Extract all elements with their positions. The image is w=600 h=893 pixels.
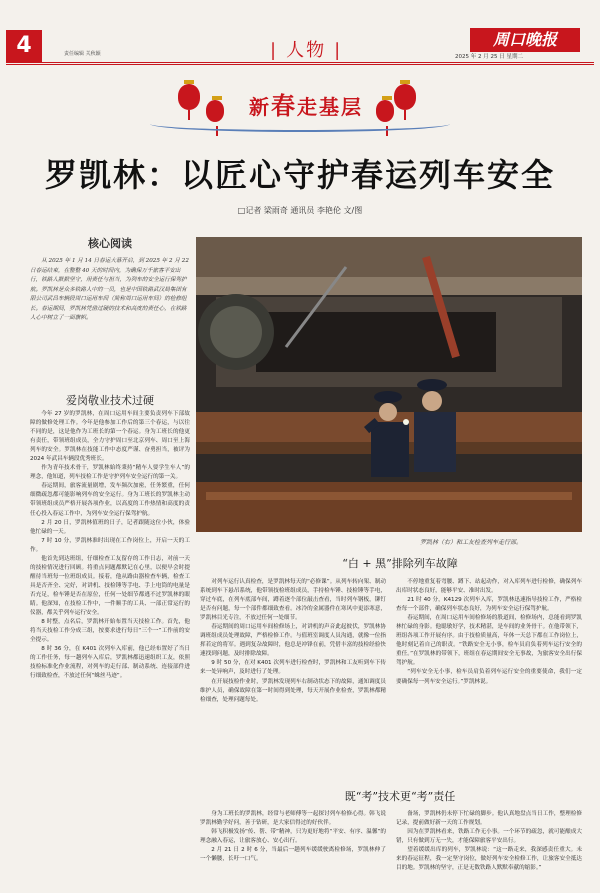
article-photo [196, 237, 582, 532]
paragraph: 8 时整，点名后，罗凯林开始布置当天技检工作。首先，他将当天技检工作分成三组，按要求进行每日“三个一”工作前的安全提示。 [30, 619, 190, 644]
paragraph: 因为在罗凯林看来，铁路工作无小事。一个环节的疏忽，就可能酿成大错，只有做到万无一失，才能保障旅客平安出行。 [396, 829, 582, 845]
paragraph: “列车安全无小事，检车员肩负着列车运行安全的重要使命，我们一定要确保每一列车安全运行。”罗凯林说。 [396, 669, 582, 685]
editor-credits [64, 50, 107, 57]
body-column-2 [200, 578, 386, 773]
paragraph: 今年 27 岁的罗凯林，在周口运用车间主要负责列车下部故障的做修处理工作。今年是他参加工作后的第三个春运，与以往不同的是，这是他作为工班长的第一个春运。身为工班长的他更有责任，带领班组成员，全力守护周口至北京列车、周口至上海列车的安全。罗凯林在技能工作中态度严谨、奋勇担当，被评为 2024 年武昌车辆段优秀班长。 [30, 411, 190, 463]
paragraph: 他首先到达班组，仔细检查工友留存的工作日志，对前一天的技检情况进行回顾。将重点问题都默记在心里，以便早会时提醒待当班每一位班组成员。接着，他从路由器检查车辆，检查工具是否齐全、完好，对讲机、技检锤等手电、手上电筒的电量是否充足，检车锤是否在原位，任何一处细节都逃不过罗凯林的眼睛。他深知，在技检工作中，一件顺手的工具、一部正常运行的仪器，都关乎列车运行安全。 [30, 555, 190, 617]
editor-name: 责任编辑 关秋颖 [64, 51, 101, 57]
photo-caption: 罗凯林（右）和工友检查列车走行部。 [420, 539, 523, 546]
body-column-1 [30, 410, 190, 880]
paragraph: 21 时 40 分，K4129 次列车入库，罗凯林迅速指导技检工作，严格检查每一个部件，确保列车状态良好，为列车安全运行保驾护航。 [396, 597, 582, 613]
subhead-3: 既“考”技术更“考”责任 [344, 790, 456, 803]
lantern-icon [394, 84, 416, 110]
paragraph: 2 月 20 日，罗凯林值班的日子，记者跟随这位小伙，体验他忙碌的一天。 [30, 519, 190, 535]
paragraph: 身为工班长的罗凯林，经常与老师傅等一起探讨列车检修心得。韩飞说罗凯林勤学好问，善于钻研，是大家信得过的好伙伴。 [200, 811, 386, 827]
paragraph: 2 月 21 日 2 时 6 分，当最后一趟列车缓缓驶离检修场，罗凯林伸了一个懒腰，长吁一口气。 [200, 847, 386, 863]
header-divider-2 [6, 64, 594, 65]
core-reading-box [30, 235, 190, 365]
header-divider [6, 62, 594, 63]
paragraph: 春运期间，旅客流量剧增，发车频次加密，任务繁重，任何细微疏忽都可能影响列车的安全运行。身为工班长的罗凯林主动带领班组成员严格开展各项作业，以高度的工作热情和高度的责任心投入春运工作中，为列车安全运行保驾护航。 [30, 483, 190, 517]
paragraph: 8 时 36 分，在 K401 次列车入库前，他已经布置好了当日的工作任务，每一趟列车入库后，罗凯林都迅速组织工友，依照技检标准化作业流程，对列车的走行部、制动系统、连接部件进行细致检查，不放过任何“蛛丝马迹”。 [30, 646, 190, 680]
paragraph: 作为青年技术骨干，罗凯林始终秉持“精车人要学生车人”的理念，他知道，列车技检工作是守护列车安全运行的第一关。 [30, 465, 190, 481]
paragraph: 9 时 50 分，在对 K401 次列车进行检查时，罗凯林和工友听到车下传来一处异响声，及时进行了处理。 [200, 660, 386, 676]
core-reading-text: 从 2025 年 1 月 14 日春运大幕开启，到 2025 年 2 月 22 日春运结束，在整整 40 天的时间内，为确保万千旅客平安出行，铁路人默默坚守，用责任与担当，为列车的安全运行保驾护航。罗凯林是众多铁路人中的一员，也是中国铁路武汉局集团有限公司武昌车辆段周口运用车间（简称周口运用车间）的检修组长。春运期间，罗凯林凭借过硬的技术和高度的责任心，在铁路人心中树立了一面旗帜。 [30, 258, 189, 321]
column-tagline [226, 86, 386, 122]
tagline-part-2: 春 [271, 91, 297, 120]
page-header [0, 0, 600, 61]
core-reading-title: 核心阅读 [88, 237, 132, 250]
paragraph: 春运期间，在周口运用车间检修场的股道间，检修场内，总能看到罗凯林忙碌的身影。他聪敏好学，技术精湛，是车间的业务骨干。在他带领下，班组各项工作开展有序。由于技检质量高，年休一天总下都在工作岗位上，他时刻记着自己的职责。“铁路安全无小事，检车员肩负着列车运行安全的重任。”在罗凯林的带领下，班组在春运期间安全无事故，为旅客安全出行保驾护航。 [396, 615, 582, 667]
tagline-part-1: 新 [249, 95, 271, 119]
masthead-logo: 周口晚报 [470, 28, 580, 52]
tagline-part-3: 走基层 [297, 95, 363, 119]
body-column-3 [396, 578, 582, 773]
lantern-icon [178, 84, 200, 110]
section-title: | 人物 | [262, 36, 350, 62]
paragraph: 望着缓缓出库的列车，罗凯林说：“这一路走来，我深感责任重大。未来的春运征程，我一定坚守岗位，做好列车安全检修工作，让旅客安全抵达目的地。罗凯林的坚守，正是无数铁路人默默奉献的缩影。” [396, 847, 582, 872]
paragraph: 备场，罗凯林仍未停下忙碌的脚步。他认真地盘点当日工作，整理检修记录，提前做好新一天的工作规划。 [396, 811, 582, 827]
subhead-1: 爱岗敬业技术过硬 [66, 394, 154, 407]
issue-date: 2025 年 2 月 25 日 星期二 [455, 54, 523, 60]
body-column-5 [396, 810, 582, 880]
article-headline: 罗凯林：以匠心守护春运列车安全 [44, 156, 555, 194]
subhead-2: “白 + 黑”排除列车故障 [342, 557, 458, 570]
paragraph: 对列车运行认真检查，是罗凯林每天的“必修课”。从列车转向架、制动系统到车下悬吊系统，他带领技检班组成员，手持检车锤、技检锤等手电，穿过车底，在列车底部车间，蹲着逐个部位敲击查看，当时列车钢板，铆钉是否有问题，每一个部件都细致查看。冰冷的金属器件在寒风中更添寒意，罗凯林目光专注，不放过任何一处细节。 [200, 579, 386, 622]
paragraph: 春运期间的周口运用车间检修场上，对讲机的声音此起彼伏，罗凯林协调班组成员处理故障，严格检修工作。与值班室调度人员沟通，就像一位指挥若定的将军。遇到复杂故障时，他总是冲锋在前，凭借丰富的技检经验快速找到问题，及时排除故障。 [200, 624, 386, 658]
body-column-4 [200, 810, 386, 880]
paragraph: 不停地重复着弯腰、蹲下、站起动作，对入库列车进行检修，确保列车出库时状态良好，能够平安、准时出发。 [396, 579, 582, 595]
paragraph: 在开展技检作业时，罗凯林发现列车右制动状态下的故障，通知调度员维护人员，确保故障在第一时间得到处理，每天开展作业检查，罗凯林都精检细查，处理问题每处。 [200, 678, 386, 703]
train-undercarriage-photo [196, 237, 582, 532]
page-number: 4 [6, 30, 42, 62]
paragraph: 7 时 10 分，罗凯林准时出现在工作岗位上，开启一天的工作。 [30, 537, 190, 553]
article-byline: □记者 梁雨奇 通讯员 李艳伦 文/图 [237, 206, 363, 215]
paragraph: 韩飞积极发扬“传、帮、带”精神，只为更好地将“平安、有序、温馨”的理念融入春运，让旅客放心、安心出行。 [200, 829, 386, 845]
